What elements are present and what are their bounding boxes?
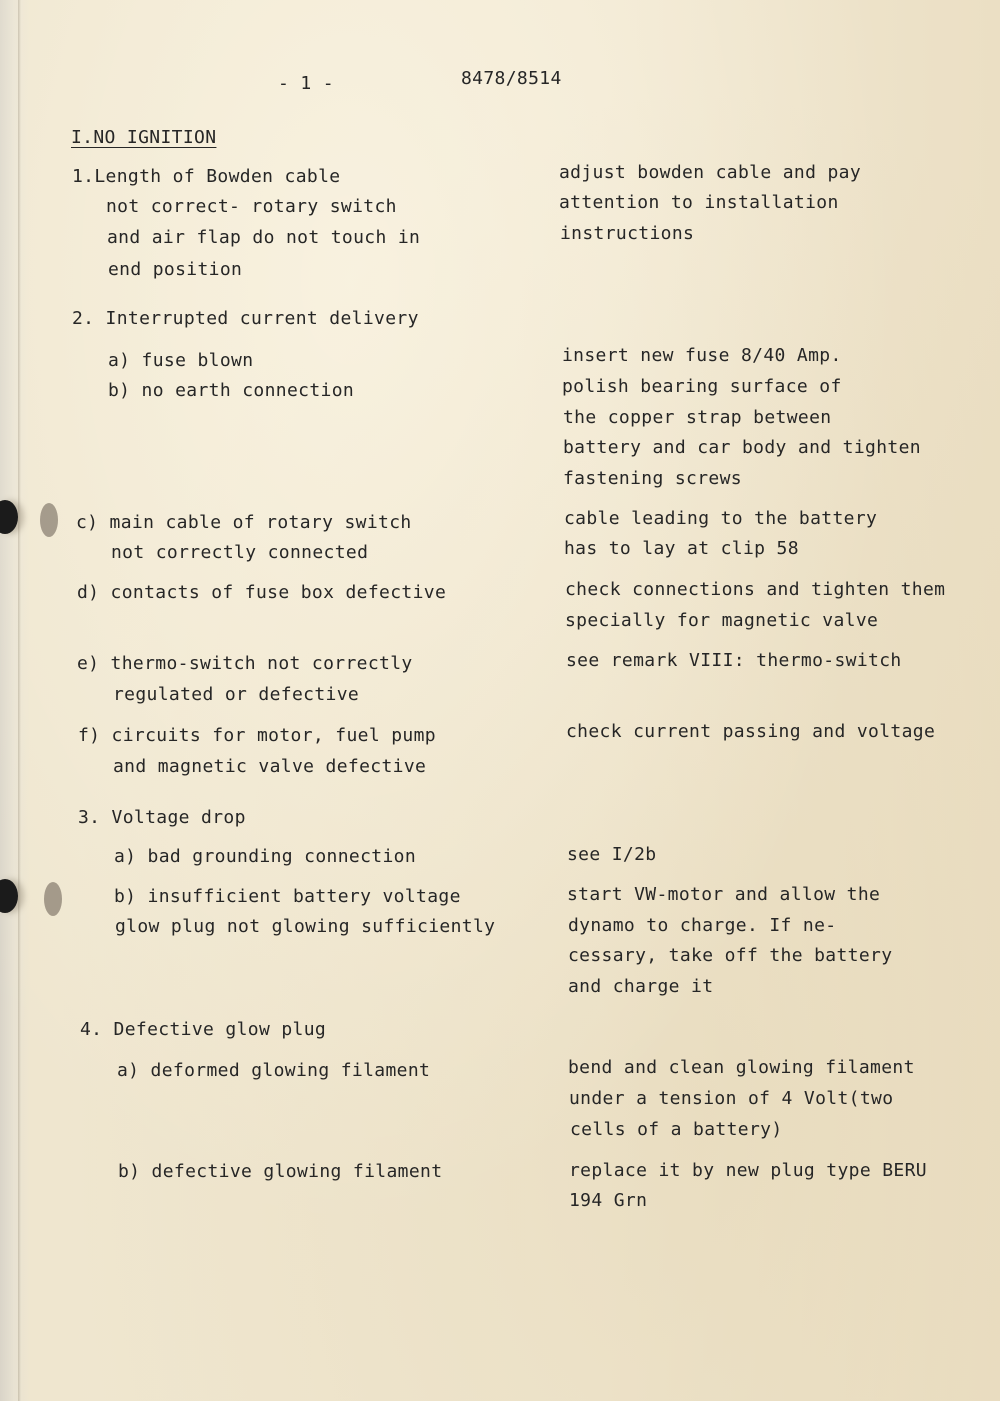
document-reference: 8478/8514 (461, 68, 562, 89)
punch-hole-shadow-upper (40, 503, 58, 537)
item4a-cause: a) deformed glowing filament (117, 1060, 431, 1081)
item2f-cause-line: and magnetic valve defective (113, 756, 427, 777)
item2e-cause-line: e) thermo-switch not correctly (77, 653, 413, 674)
item4b-remedy-line: 194 Grn (569, 1190, 648, 1211)
section-title: I.NO IGNITION (71, 127, 217, 148)
item3a-remedy: see I/2b (567, 844, 657, 865)
punch-hole-lower (0, 879, 18, 913)
item2-title: 2. Interrupted current delivery (72, 308, 419, 329)
item1-cause-line: end position (108, 259, 243, 280)
item1-remedy-line: instructions (560, 223, 695, 244)
item1-cause-line: and air flap do not touch in (107, 227, 421, 248)
item2d-remedy-line: specially for magnetic valve (565, 610, 879, 631)
item2e-cause-line: regulated or defective (113, 684, 360, 705)
item1-remedy-line: attention to installation (559, 192, 839, 213)
item2b-remedy-line: fastening screws (563, 468, 742, 489)
item2b-remedy-line: the copper strap between (563, 407, 832, 428)
item3b-cause-line: glow plug not glowing sufficiently (115, 916, 496, 937)
item3b-cause-line: b) insufficient battery voltage (114, 886, 461, 907)
item4-title: 4. Defective glow plug (80, 1019, 327, 1040)
item2b-remedy-line: battery and car body and tighten (563, 437, 921, 458)
item2f-cause-line: f) circuits for motor, fuel pump (78, 725, 436, 746)
page-number: - 1 - (278, 73, 334, 94)
item1-remedy-line: adjust bowden cable and pay (559, 162, 862, 183)
item1-cause-line: not correct- rotary switch (106, 196, 397, 217)
item2b-cause: b) no earth connection (108, 380, 355, 401)
item2c-remedy-line: has to lay at clip 58 (564, 538, 799, 559)
item2a-cause: a) fuse blown (108, 350, 254, 371)
item4a-remedy-line: bend and clean glowing filament (568, 1057, 915, 1078)
punch-hole-upper (0, 500, 18, 534)
item2e-remedy: see remark VIII: thermo-switch (566, 650, 902, 671)
item3-title: 3. Voltage drop (78, 807, 246, 828)
item2a-remedy: insert new fuse 8/40 Amp. (562, 345, 842, 366)
item4a-remedy-line: cells of a battery) (570, 1119, 783, 1140)
item4a-remedy-line: under a tension of 4 Volt(two (569, 1088, 894, 1109)
item3b-remedy-line: and charge it (568, 976, 714, 997)
item2b-remedy-line: polish bearing surface of (562, 376, 842, 397)
item2f-remedy: check current passing and voltage (566, 721, 936, 742)
item2c-cause-line: not correctly connected (111, 542, 369, 563)
page-fold (18, 0, 21, 1401)
item2c-remedy-line: cable leading to the battery (564, 508, 878, 529)
item2d-cause: d) contacts of fuse box defective (77, 582, 447, 603)
punch-hole-shadow-lower (44, 882, 62, 916)
item3b-remedy-line: cessary, take off the battery (568, 945, 893, 966)
item2d-remedy-line: check connections and tighten them (565, 579, 946, 600)
item3b-remedy-line: start VW-motor and allow the (567, 884, 881, 905)
item3a-cause: a) bad grounding connection (114, 846, 417, 867)
item4b-remedy-line: replace it by new plug type BERU (569, 1160, 927, 1181)
item4b-cause: b) defective glowing filament (118, 1161, 443, 1182)
item1-cause-line: 1.Length of Bowden cable (72, 166, 341, 187)
item3b-remedy-line: dynamo to charge. If ne- (568, 915, 837, 936)
item2c-cause-line: c) main cable of rotary switch (76, 512, 412, 533)
